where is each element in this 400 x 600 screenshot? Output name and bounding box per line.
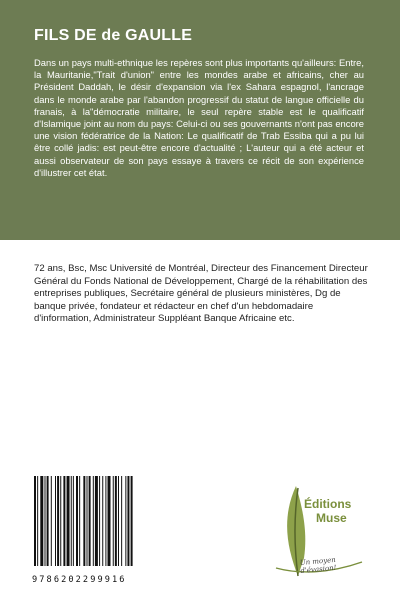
blurb-panel: [0, 0, 400, 240]
author-bio: 72 ans, Bsc, Msc Université de Montréal, Directeur des Financement Directeur Général du Fonds National de Développement, Chargé de la réhabilitation des entreprises publiques, Secrétaire général de plusieurs ministères, Dg de banque privée, fondateur et rédacteur en chef d'un hebdomadaire d'information, Administrateur Suppléant Banque Africaine etc.: [34, 263, 368, 325]
isbn-number: 9786202299916: [32, 575, 127, 585]
publisher-logo: [268, 476, 368, 582]
book-title: FILS DE de GAULLE: [34, 27, 193, 44]
barcode: [32, 476, 168, 566]
book-blurb: Dans un pays multi-ethnique les repères sont plus importants qu'ailleurs: Entre, la Mauritanie,"Trait d'union" entre les mondes arabe et africains, cher au Président Daddah, le désir d'expansion via l'ex Sahara espagnol, l'ancrage dans le monde arabe par l'abandon progressif du statut de langue officielle du franais, à la"démocratie militaire, le seul repère stable est le qualificatif d'Islamique joint au nom du pays: Celui-ci ou ses gouvernants n'ont pas encore une vision fédératrice de la Nation: Le qualificatif de Trab Essiba qui a pu lui être collé jadis: est peut-être encore d'actualité ; L'auteur qui a été acteur et aussi observateur de son pays essaye à travers ce récit de son expérience d'illustrer cet état.: [34, 57, 364, 178]
publisher-name: Éditions: [304, 497, 352, 511]
publisher-name-second: Muse: [316, 511, 347, 525]
publisher-slogan: Un moyen d'évasion!: [299, 555, 337, 575]
